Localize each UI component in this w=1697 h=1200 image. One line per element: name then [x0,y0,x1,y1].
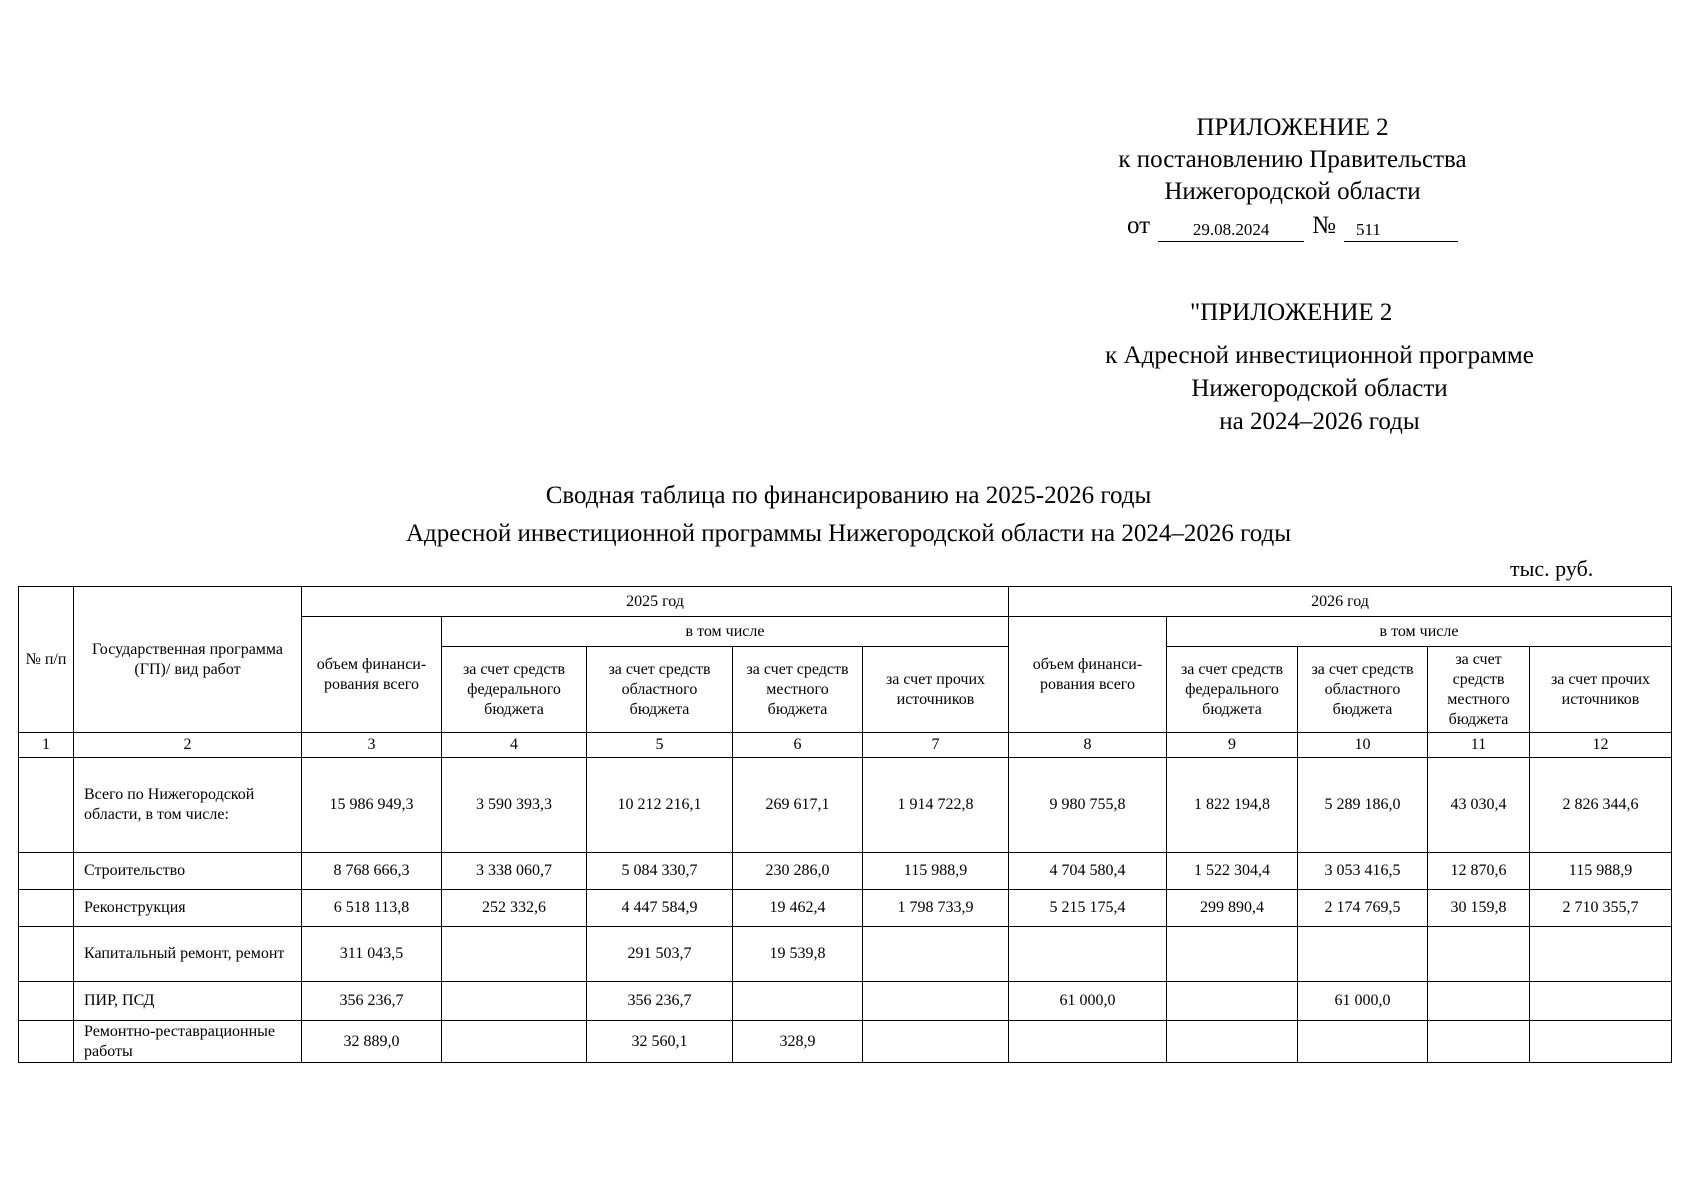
value-cell: 4 704 580,4 [1009,853,1167,890]
value-cell: 2 174 769,5 [1298,890,1428,927]
annex-title: "ПРИЛОЖЕНИЕ 2 [1190,299,1393,326]
value-cell: 1 914 722,8 [863,758,1009,853]
value-cell [733,982,863,1021]
value-cell [863,982,1009,1021]
value-cell: 2 710 355,7 [1530,890,1672,927]
value-cell [863,1021,1009,1063]
value-cell: 30 159,8 [1428,890,1530,927]
date-number-line [1040,210,1545,242]
header-row-years [19,587,1672,617]
row-name-cell: Капитальный ремонт, ремонт [74,927,302,982]
col-number: 12 [1530,733,1672,758]
from-label: от [1127,212,1151,239]
value-cell: 5 215 175,4 [1009,890,1167,927]
value-cell: 5 084 330,7 [587,853,733,890]
col-num-header: № п/п [19,587,74,733]
header-line1: ПРИЛОЖЕНИЕ 2 [1196,114,1389,141]
total-2026-header: объем финанси-рования всего [1009,617,1167,733]
value-cell [1009,927,1167,982]
row-num-cell [19,927,74,982]
year-2025-header: 2025 год [302,587,1009,617]
row-name-cell: Ремонтно-реставрационные работы [74,1021,302,1063]
annex-line1: к Адресной инвестиционной программе [1105,342,1534,369]
value-cell: 4 447 584,9 [587,890,733,927]
value-cell: 311 043,5 [302,927,442,982]
resolution-date: 29.08.2024 [1158,219,1304,242]
header-line3: Нижегородской области [1164,178,1421,205]
value-cell: 61 000,0 [1009,982,1167,1021]
financing-table [18,586,1672,1063]
value-cell [1167,1021,1298,1063]
row-num-cell [19,982,74,1021]
value-cell: 1 522 304,4 [1167,853,1298,890]
federal-2025-header: за счет средств федерального бюджета [442,647,587,733]
value-cell [1530,1021,1672,1063]
col-number: 9 [1167,733,1298,758]
value-cell: 6 518 113,8 [302,890,442,927]
value-cell: 15 986 949,3 [302,758,442,853]
value-cell [442,982,587,1021]
value-cell [1428,982,1530,1021]
local-2025-header: за счет средств местного бюджета [733,647,863,733]
value-cell: 19 462,4 [733,890,863,927]
document-title [0,477,1697,553]
total-2025-header: объем финанси-рования всего [302,617,442,733]
regional-2026-header: за счет средств областного бюджета [1298,647,1428,733]
value-cell [1298,927,1428,982]
other-2026-header: за счет прочих источников [1530,647,1672,733]
col-number: 7 [863,733,1009,758]
col-number: 1 [19,733,74,758]
value-cell: 356 236,7 [302,982,442,1021]
value-cell: 2 826 344,6 [1530,758,1672,853]
value-cell: 12 870,6 [1428,853,1530,890]
value-cell: 1 822 194,8 [1167,758,1298,853]
value-cell: 3 338 060,7 [442,853,587,890]
value-cell: 32 560,1 [587,1021,733,1063]
value-cell: 32 889,0 [302,1021,442,1063]
value-cell [442,1021,587,1063]
row-num-cell [19,758,74,853]
table-row-reconstruction [19,890,1672,927]
including-2026-header: в том числе [1167,617,1672,647]
value-cell [1428,927,1530,982]
col-number: 8 [1009,733,1167,758]
col-number: 4 [442,733,587,758]
value-cell [1167,982,1298,1021]
value-cell: 328,9 [733,1021,863,1063]
federal-2026-header: за счет средств федерального бюджета [1167,647,1298,733]
value-cell [1428,1021,1530,1063]
units-label: тыс. руб. [1510,556,1594,581]
value-cell [1530,927,1672,982]
row-num-cell [19,1021,74,1063]
value-cell: 3 053 416,5 [1298,853,1428,890]
header-line2: к постановлению Правительства [1118,146,1467,173]
value-cell: 269 617,1 [733,758,863,853]
table-row-design [19,982,1672,1021]
value-cell: 299 890,4 [1167,890,1298,927]
table-row-total [19,758,1672,853]
title-line1: Сводная таблица по финансированию на 2025-2026 годы [545,482,1152,509]
value-cell: 8 768 666,3 [302,853,442,890]
value-cell: 9 980 755,8 [1009,758,1167,853]
row-name-cell: Реконструкция [74,890,302,927]
value-cell: 115 988,9 [1530,853,1672,890]
col-number: 11 [1428,733,1530,758]
value-cell [1298,1021,1428,1063]
row-num-cell [19,890,74,927]
value-cell [1167,927,1298,982]
value-cell: 43 030,4 [1428,758,1530,853]
value-cell: 230 286,0 [733,853,863,890]
col-number: 2 [74,733,302,758]
value-cell: 19 539,8 [733,927,863,982]
row-name-cell: Строительство [74,853,302,890]
value-cell: 115 988,9 [863,853,1009,890]
value-cell: 291 503,7 [587,927,733,982]
column-number-row [19,733,1672,758]
annex-header [1040,296,1620,438]
value-cell [1530,982,1672,1021]
annex-line2: Нижегородской области [1191,375,1448,402]
resolution-number: 511 [1344,219,1458,242]
value-cell: 5 289 186,0 [1298,758,1428,853]
row-num-cell [19,853,74,890]
col-number: 10 [1298,733,1428,758]
value-cell [863,927,1009,982]
resolution-header [1040,112,1545,242]
value-cell: 1 798 733,9 [863,890,1009,927]
col-number: 5 [587,733,733,758]
value-cell: 356 236,7 [587,982,733,1021]
regional-2025-header: за счет средств областного бюджета [587,647,733,733]
table-row-restoration [19,1021,1672,1063]
value-cell: 3 590 393,3 [442,758,587,853]
value-cell: 61 000,0 [1298,982,1428,1021]
row-name-cell: Всего по Нижегородской области, в том числе: [74,758,302,853]
value-cell: 10 212 216,1 [587,758,733,853]
including-2025-header: в том числе [442,617,1009,647]
other-2025-header: за счет прочих источников [863,647,1009,733]
table-row-construction [19,853,1672,890]
annex-line3: на 2024–2026 годы [1219,408,1420,435]
value-cell [1009,1021,1167,1063]
row-name-cell: ПИР, ПСД [74,982,302,1021]
col-number: 3 [302,733,442,758]
number-sign: № [1312,212,1336,239]
year-2026-header: 2026 год [1009,587,1672,617]
col-program-header: Государственная программа (ГП)/ вид работ [74,587,302,733]
value-cell [442,927,587,982]
local-2026-header: за счет средств местного бюджета [1428,647,1530,733]
value-cell: 252 332,6 [442,890,587,927]
col-number: 6 [733,733,863,758]
table-row-capital-repair [19,927,1672,982]
title-line2: Адресной инвестиционной программы Нижегородской области на 2024–2026 годы [405,520,1292,547]
